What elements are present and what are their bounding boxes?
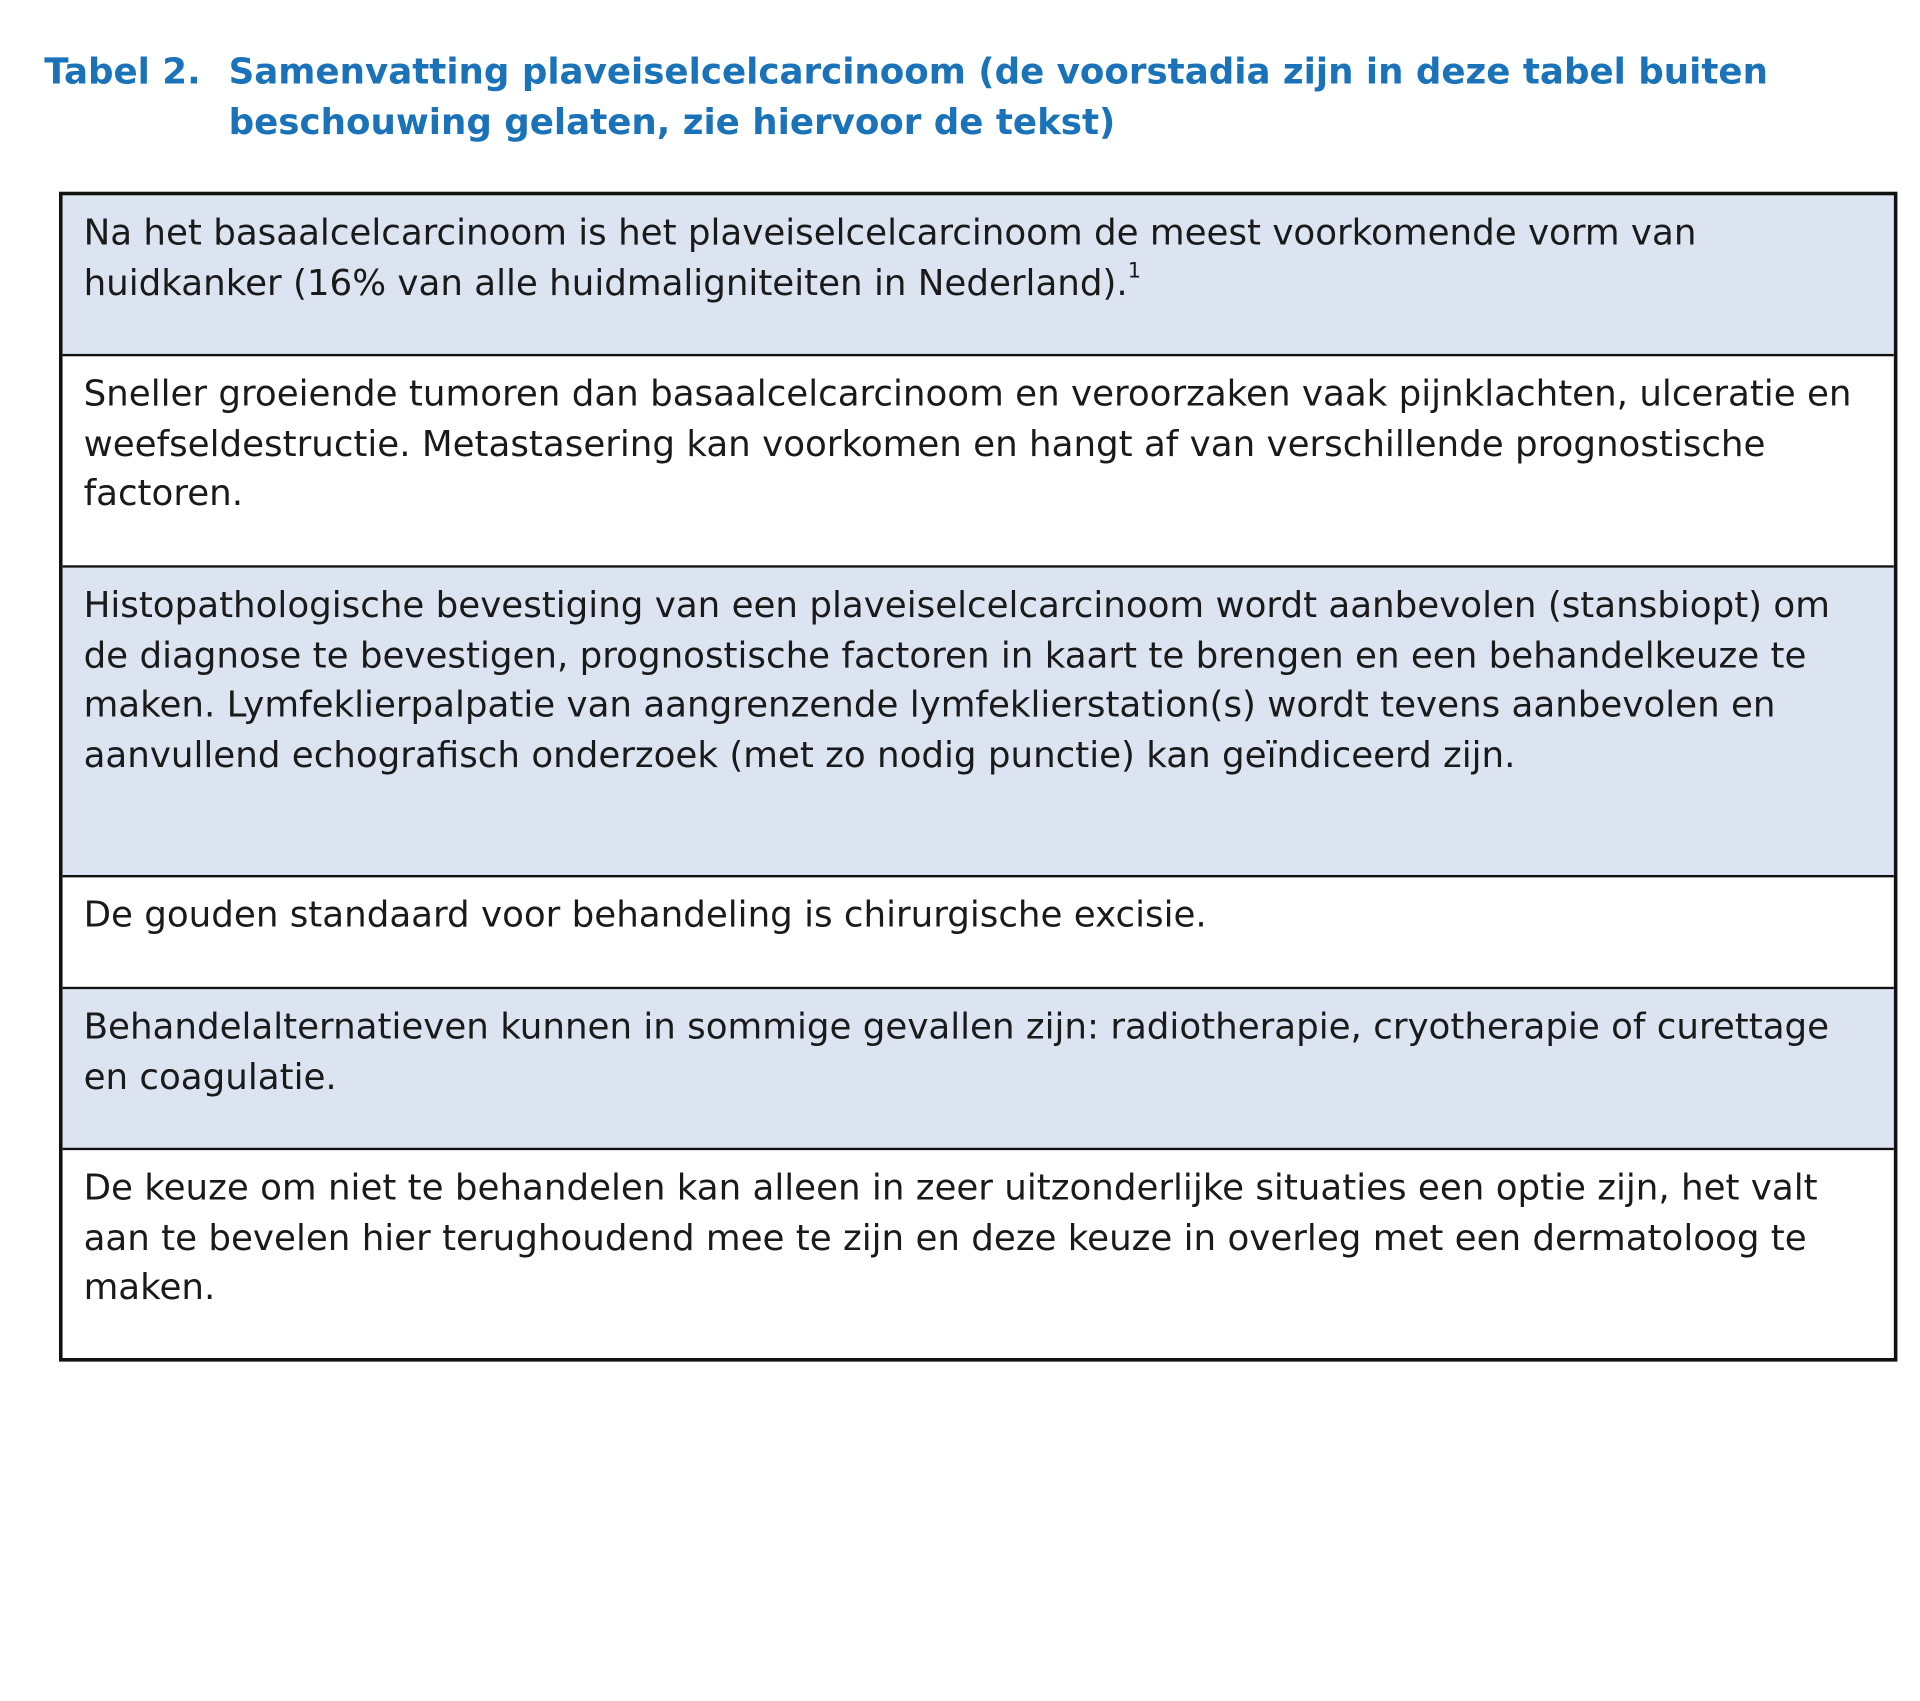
table-row xyxy=(63,568,1894,878)
row-text: Behandelalternatieven kunnen in sommige gevallen zijn: radiotherapie, cryotherapie of curettage en coagulatie. xyxy=(83,1005,1830,1097)
summary-table xyxy=(59,192,1897,1362)
table-row xyxy=(63,877,1894,989)
table-title: Samenvatting plaveiselcelcarcinoom (de voorstadia zijn in deze tabel buiten beschouwing gelaten, zie hiervoor de tekst) xyxy=(228,50,1768,143)
row-text: Na het basaalcelcarcinoom is het plaveiselcelcarcinoom de meest voorkomende vorm van huidkanker (16% van alle huidmaligniteiten in Nederland). xyxy=(83,211,1697,303)
table-row xyxy=(63,1150,1894,1358)
table-row xyxy=(63,195,1894,356)
row-text: Histopathologische bevestiging van een plaveiselcelcarcinoom wordt aanbevolen (stansbiopt) om de diagnose te bevestigen, prognostische factoren in kaart te brengen en een behandelkeuze te maken. Lymfeklierpalpatie van aangrenzende lymfeklierstation(s) wordt tevens aanbevolen en aanvullend echografisch onderzoek (met zo nodig punctie) kan geïndiceerd zijn. xyxy=(83,583,1830,775)
table-caption xyxy=(44,47,1900,148)
row-text: Sneller groeiende tumoren dan basaalcelcarcinoom en veroorzaken vaak pijnklachten, ulceratie en weefseldestructie. Metastasering kan voorkomen en hangt af van verschillende prognostische factoren. xyxy=(83,372,1852,514)
table-row xyxy=(63,356,1894,567)
row-text: De gouden standaard voor behandeling is chirurgische excisie. xyxy=(83,893,1207,936)
row-text: De keuze om niet te behandelen kan alleen in zeer uitzonderlijke situaties een optie zijn, het valt aan te bevelen hier terughoudend mee te zijn en deze keuze in overleg met een dermatoloog te maken. xyxy=(83,1166,1818,1308)
footnote-reference: 1 xyxy=(1127,258,1142,284)
table-number: Tabel 2. xyxy=(44,50,201,93)
table-row xyxy=(63,989,1894,1150)
